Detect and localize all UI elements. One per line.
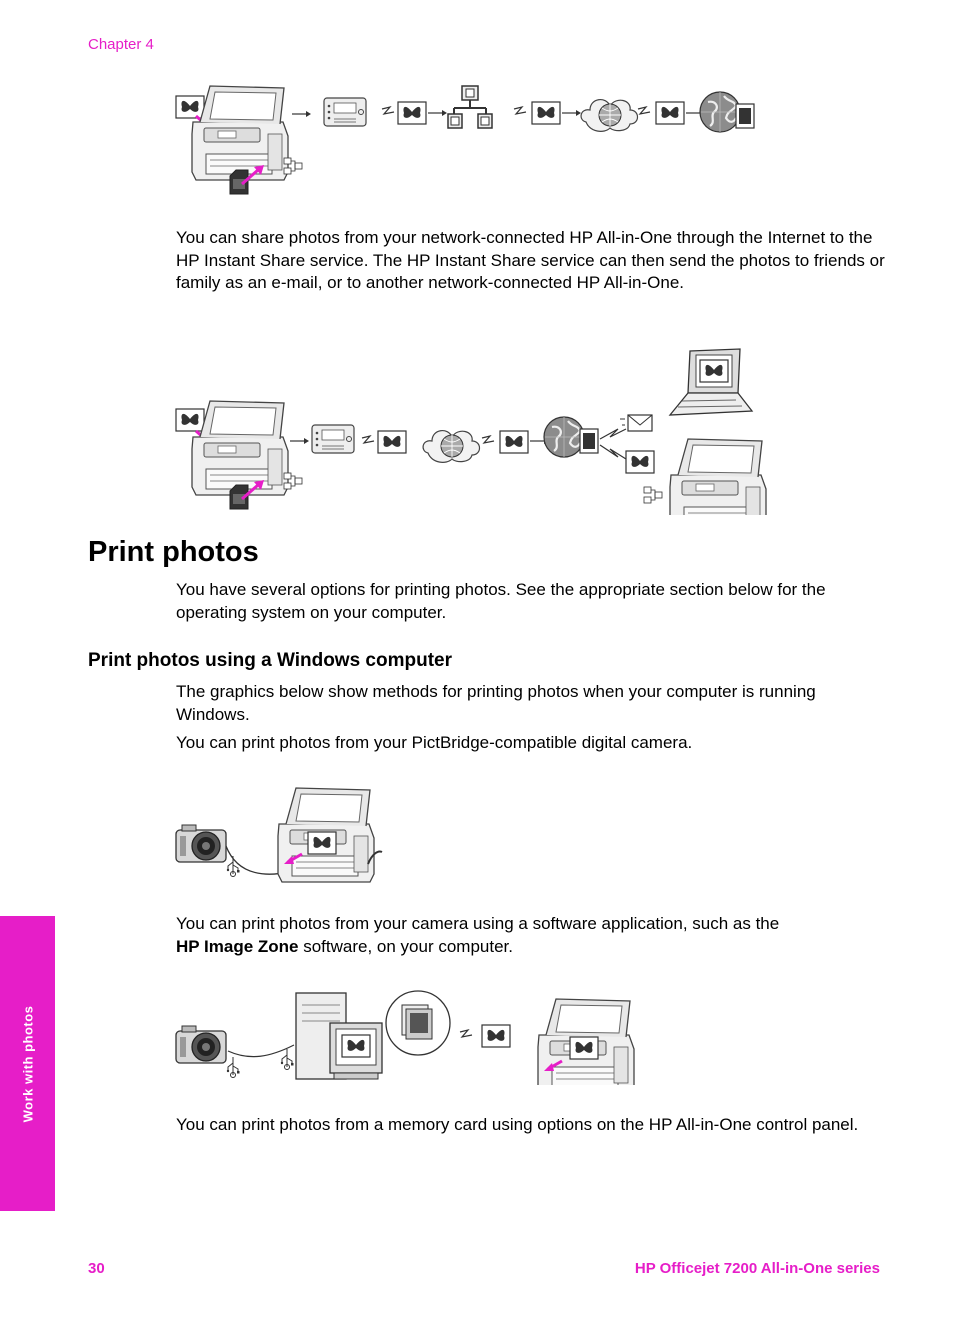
figure-pictbridge-camera: [170, 782, 400, 887]
paragraph-print-options: You have several options for printing photos. See the appropriate section below for the operating system on your computer.: [176, 580, 826, 622]
software-text-before: You can print photos from your camera using a software application, such as the: [176, 914, 780, 933]
heading-windows-computer: Print photos using a Windows computer: [88, 650, 452, 671]
software-text-after: software, on your computer.: [298, 936, 513, 956]
paragraph-memory-card: You can print photos from a memory card using options on the HP All-in-One control panel.: [176, 1115, 859, 1134]
hp-image-zone: HP Image Zone: [176, 936, 299, 956]
chapter-label: Chapter 4: [88, 36, 154, 53]
figure-network-share: [170, 78, 770, 198]
side-tab: [0, 916, 55, 1211]
figure-instant-share: [170, 345, 770, 515]
page-number: 30: [88, 1260, 105, 1277]
figure-computer-print: [170, 985, 650, 1085]
heading-print-photos: Print photos: [88, 536, 259, 568]
paragraph-software-app: [176, 913, 886, 958]
product-name: HP Officejet 7200 All-in-One series: [634, 1260, 880, 1277]
paragraph-windows-graphics: The graphics below show methods for printing photos when your computer is running Windows.: [176, 682, 816, 724]
paragraph-instant-share: You can share photos from your network-connected HP All-in-One through the Internet to the HP Instant Share service. The HP Instant Share service can then send the photos to friends or family as an e-mail, or to another network-connected HP All-in-One.: [176, 228, 885, 293]
paragraph-pictbridge: You can print photos from your PictBridge-compatible digital camera.: [176, 733, 693, 752]
side-tab-label: Work with photos: [20, 1005, 36, 1123]
